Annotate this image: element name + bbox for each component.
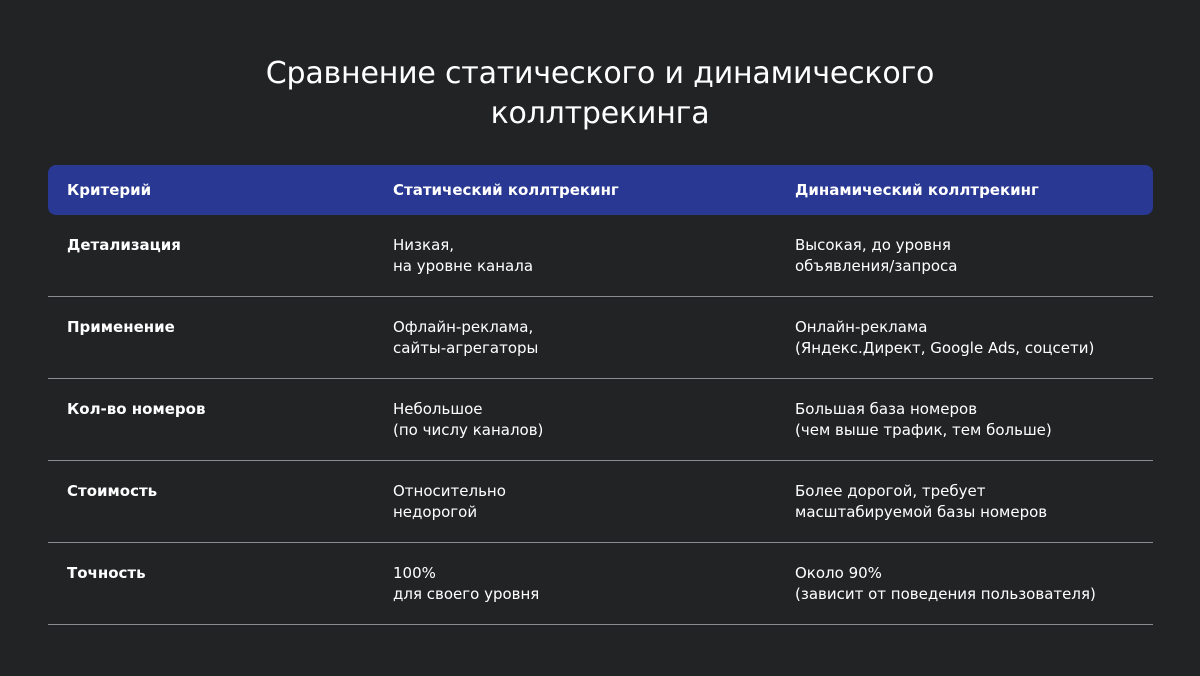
table-row: [48, 215, 1153, 297]
criterion-cell: Детализация: [67, 236, 181, 254]
comparison-table: [48, 165, 1153, 625]
dynamic-cell: [795, 563, 1096, 605]
page-title: [0, 54, 1200, 134]
dynamic-line: (зависит от поведения пользователя): [795, 585, 1096, 603]
table-row: [48, 543, 1153, 625]
criterion-cell: Точность: [67, 564, 146, 582]
criterion-cell: Стоимость: [67, 482, 158, 500]
static-line: Низкая,: [393, 236, 455, 254]
dynamic-cell: [795, 399, 1052, 441]
static-line: Относительно: [393, 482, 506, 500]
static-line: на уровне канала: [393, 257, 534, 275]
static-cell: [393, 481, 506, 523]
dynamic-cell: [795, 317, 1094, 359]
dynamic-line: Большая база номеров: [795, 400, 978, 418]
criterion-cell: Кол-во номеров: [67, 400, 206, 418]
dynamic-line: (чем выше трафик, тем больше): [795, 421, 1052, 439]
table-row: [48, 379, 1153, 461]
static-cell: [393, 235, 533, 277]
dynamic-cell: [795, 235, 957, 277]
dynamic-line: Высокая, до уровня: [795, 236, 951, 254]
dynamic-line: Онлайн-реклама: [795, 318, 928, 336]
header-criterion: Критерий: [67, 181, 152, 199]
static-line: недорогой: [393, 503, 478, 521]
table-row: [48, 297, 1153, 379]
page-title-line-1: Сравнение статического и динамического: [265, 56, 935, 91]
header-dynamic: Динамический коллтрекинг: [795, 181, 1039, 199]
table-header: [48, 165, 1153, 215]
header-static: Статический коллтрекинг: [393, 181, 619, 199]
static-line: 100%: [393, 564, 436, 582]
dynamic-line: масштабируемой базы номеров: [795, 503, 1048, 521]
page-title-line-2: коллтрекинга: [490, 96, 710, 131]
dynamic-line: Около 90%: [795, 564, 882, 582]
static-line: сайты-агрегаторы: [393, 339, 539, 357]
static-cell: [393, 317, 538, 359]
static-line: Небольшое: [393, 400, 483, 418]
dynamic-line: Более дорогой, требует: [795, 482, 986, 500]
criterion-cell: Применение: [67, 318, 175, 336]
dynamic-line: (Яндекс.Директ, Google Ads, соцсети): [795, 339, 1095, 357]
static-line: (по числу каналов): [393, 421, 544, 439]
static-line: Офлайн-реклама,: [393, 318, 534, 336]
static-cell: [393, 563, 539, 605]
dynamic-cell: [795, 481, 1047, 523]
dynamic-line: объявления/запроса: [795, 257, 958, 275]
static-line: для своего уровня: [393, 585, 540, 603]
static-cell: [393, 399, 543, 441]
table-row: [48, 461, 1153, 543]
